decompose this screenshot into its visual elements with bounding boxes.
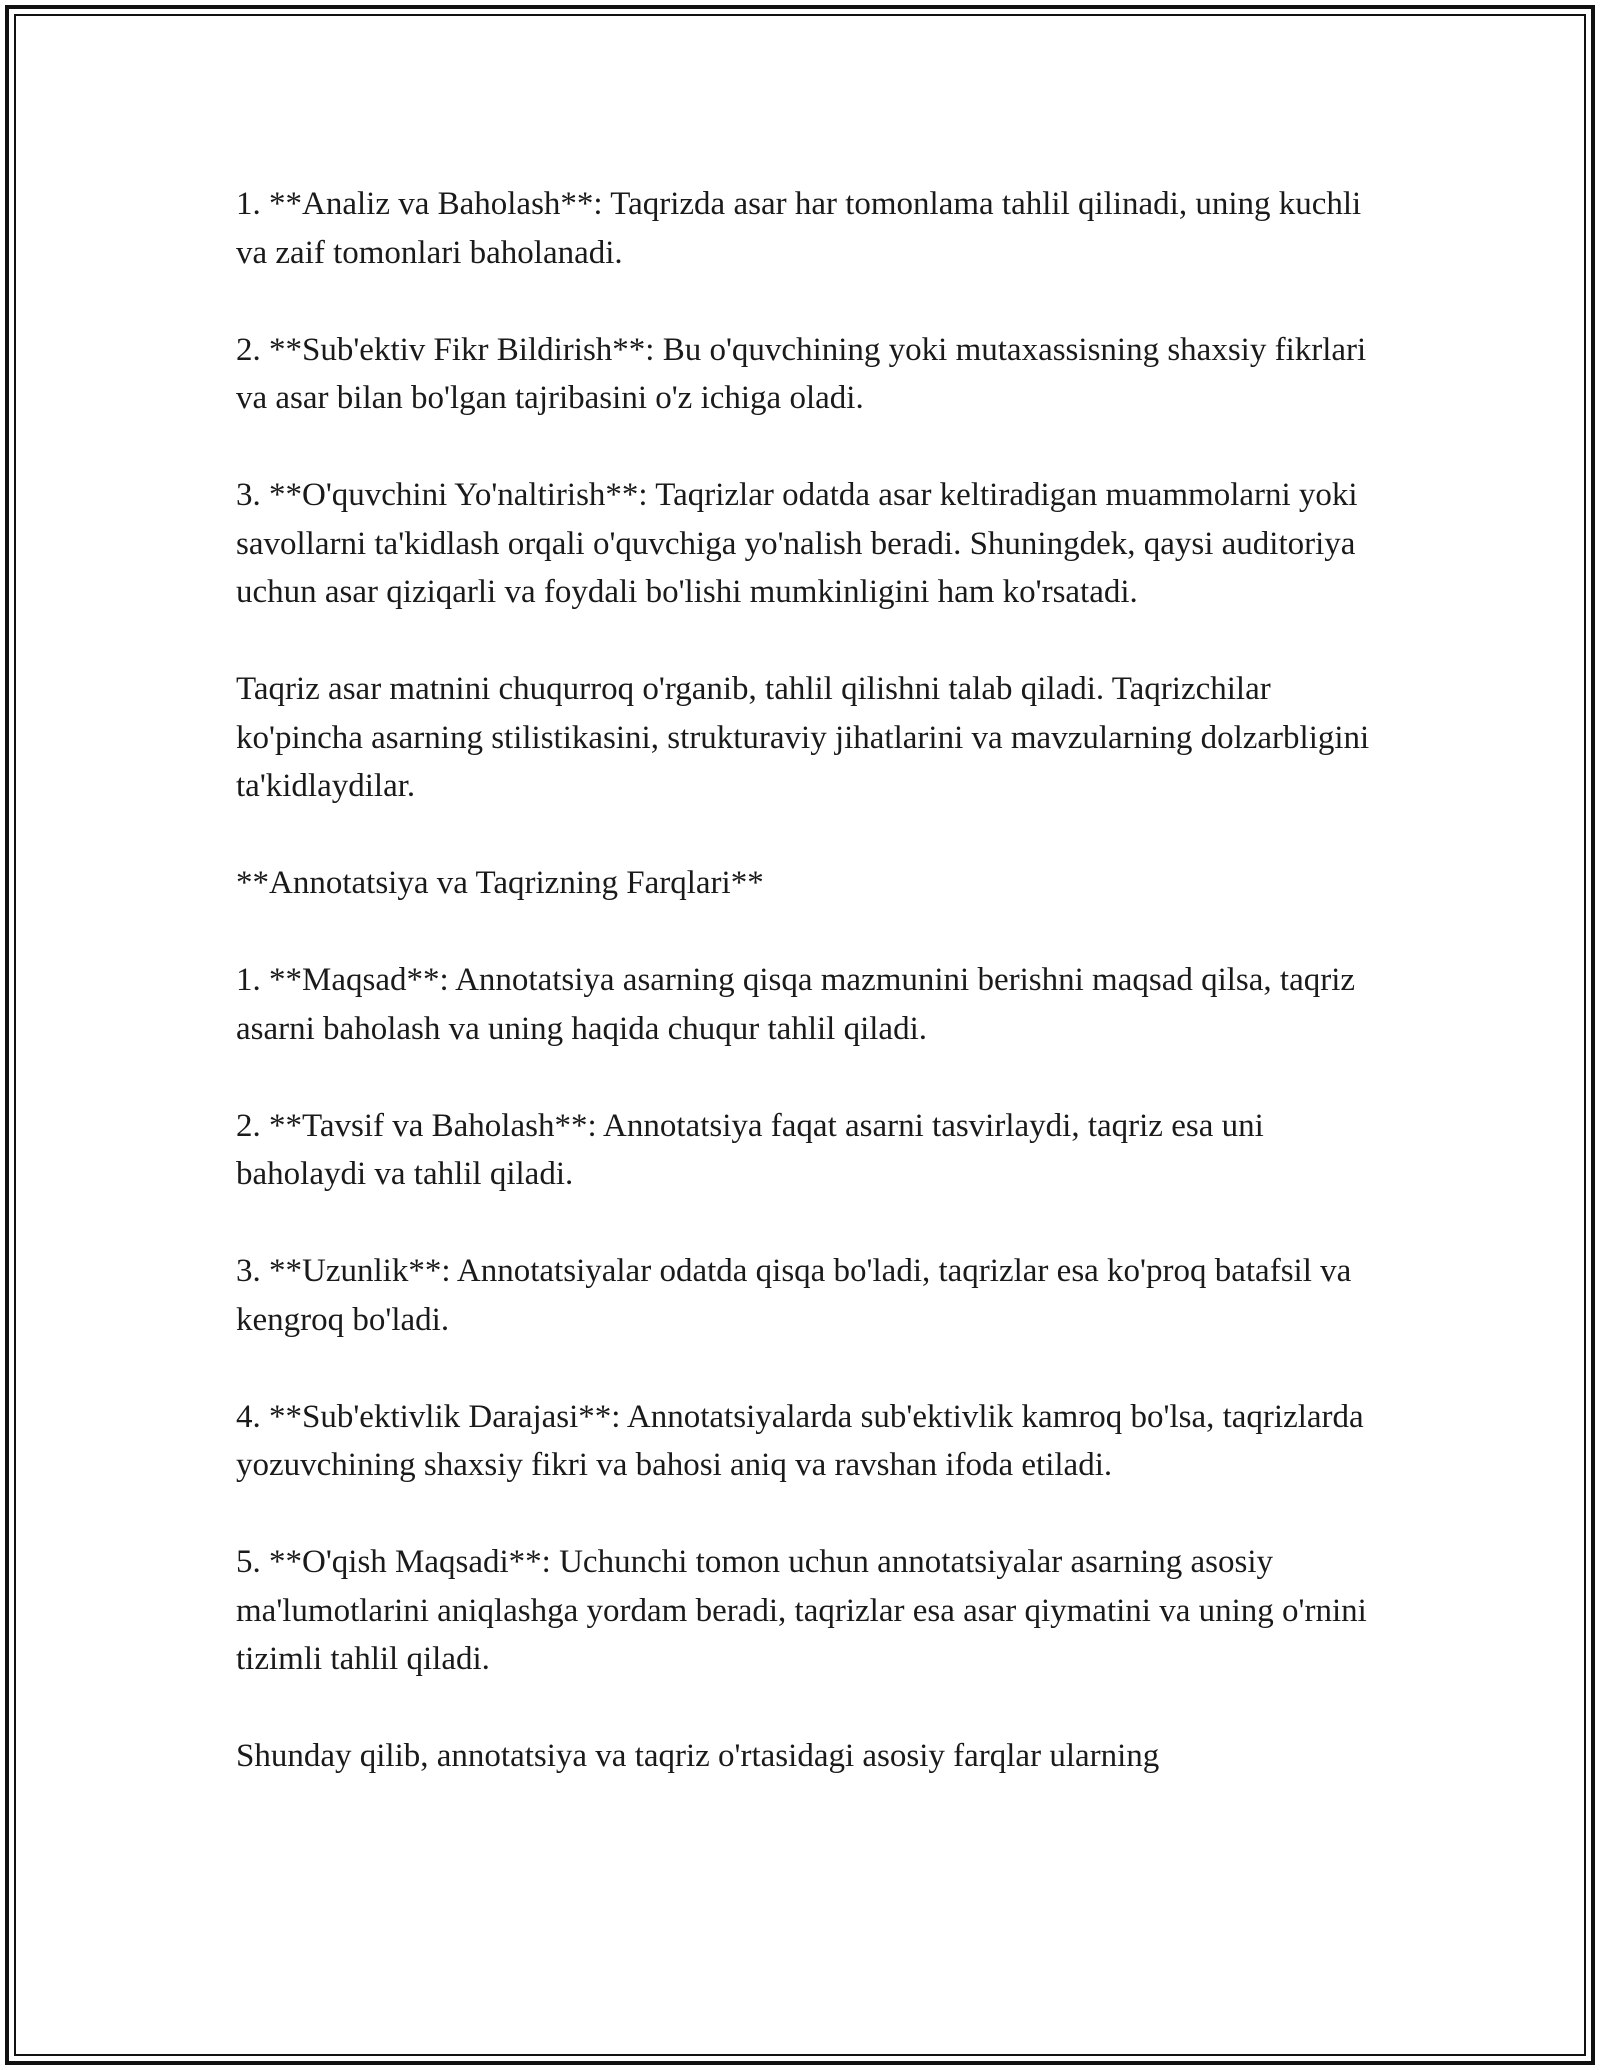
list-item-maqsad: 1. **Maqsad**: Annotatsiya asarning qisqa mazmunini berishni maqsad qilsa, taqriz asarni baholash va uning haqida chuqur tahlil qiladi. [236,962,1356,1047]
document-body [236,180,1376,1829]
list-item-subektiv-fikr: 2. **Sub'ektiv Fikr Bildirish**: Bu o'quvchining yoki mutaxassisning shaxsiy fikrlari va asar bilan bo'lgan tajribasini o'z ichiga oladi. [236,331,1367,416]
body-paragraph-conclusion: Shunday qilib, annotatsiya va taqriz o'rtasidagi asosiy farqlar ularning [236,1738,1160,1774]
list-item-yonaltirish: 3. **O'quvchini Yo'naltirish**: Taqrizlar odatda asar keltiradigan muammolarni yoki savollarni ta'kidlash orqali o'quvchiga yo'nalish beradi. Shuningdek, qaysi auditoriya uchun asar qiziqarli va foydali bo'lishi mumkinligini ham ko'rsatadi. [236,477,1358,610]
list-item-tavsif: 2. **Tavsif va Baholash**: Annotatsiya faqat asarni tasvirlaydi, taqriz esa uni baholaydi va tahlil qiladi. [236,1107,1264,1192]
list-item-uzunlik: 3. **Uzunlik**: Annotatsiyalar odatda qisqa bo'ladi, taqrizlar esa ko'proq batafsil va kengroq bo'ladi. [236,1253,1352,1338]
list-item-analiz: 1. **Analiz va Baholash**: Taqrizda asar har tomonlama tahlil qilinadi, uning kuchli va zaif tomonlari baholanadi. [236,186,1362,271]
body-paragraph-taqriz: Taqriz asar matnini chuqurroq o'rganib, tahlil qilishni talab qiladi. Taqrizchilar ko'pincha asarning stilistikasini, strukturaviy jihatlarini va mavzularning dolzarbligini ta'kidlaydilar. [236,671,1370,804]
section-heading: **Annotatsiya va Taqrizning Farqlari** [236,865,764,901]
list-item-oqish-maqsadi: 5. **O'qish Maqsadi**: Uchunchi tomon uchun annotatsiyalar asarning asosiy ma'lumotlarini aniqlashga yordam beradi, taqrizlar esa asar qiymatini va uning o'rnini tizimli tahlil qiladi. [236,1544,1367,1677]
list-item-subektivlik: 4. **Sub'ektivlik Darajasi**: Annotatsiyalarda sub'ektivlik kamroq bo'lsa, taqrizlarda yozuvchining shaxsiy fikri va bahosi aniq va ravshan ifoda etiladi. [236,1398,1364,1483]
